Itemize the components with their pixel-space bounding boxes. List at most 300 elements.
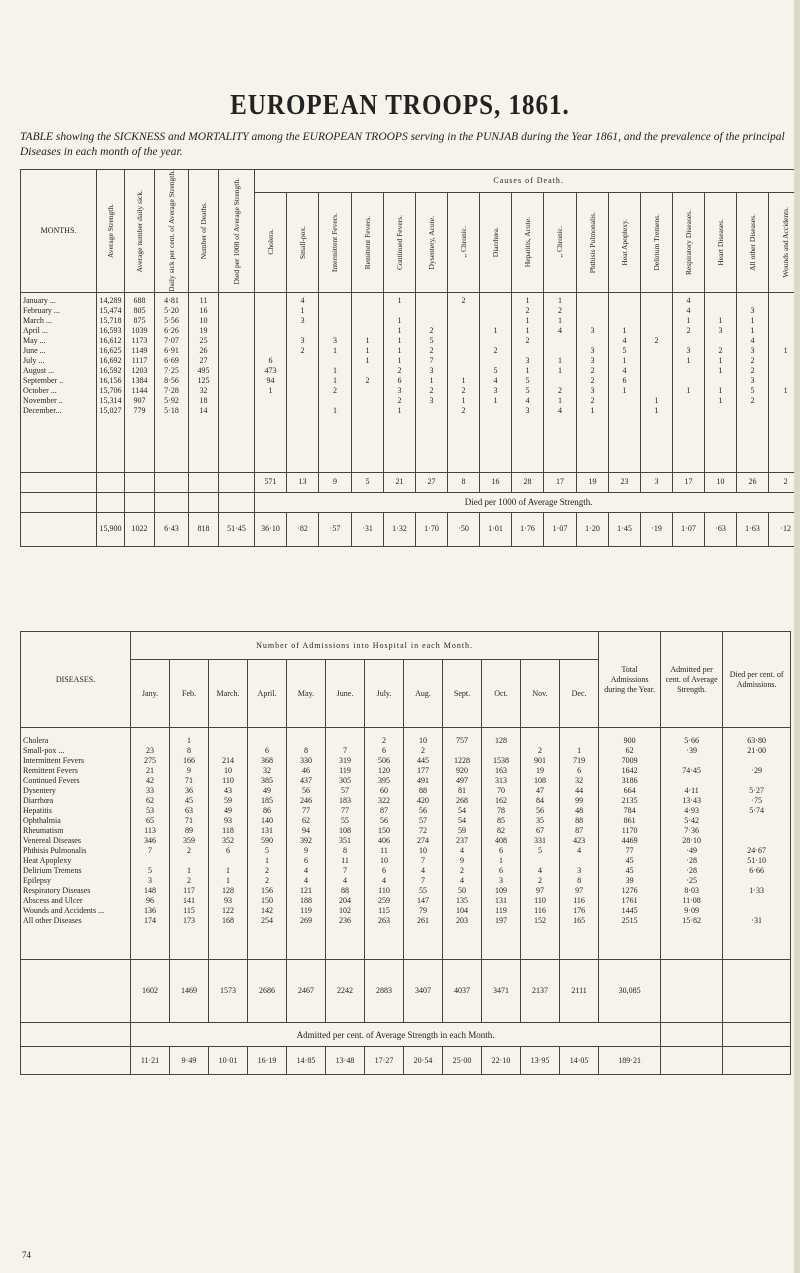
cell-value: 55 <box>341 816 349 825</box>
cell-value <box>577 316 608 326</box>
cell-value: 495 <box>197 365 210 375</box>
cell-value: 11 <box>380 846 388 855</box>
cell-value: 1 <box>461 375 466 385</box>
cell-value <box>219 306 254 316</box>
monthly-total: 1469 <box>170 960 209 1023</box>
cell-value <box>255 336 286 346</box>
cell-value <box>673 396 704 406</box>
cell-value: 108 <box>339 826 351 835</box>
cell-value: 26 <box>199 345 208 355</box>
cell-value <box>482 746 520 756</box>
cell-value <box>352 306 383 316</box>
cell-value <box>448 356 479 366</box>
cell-value <box>673 376 704 386</box>
cell-value: 140 <box>261 816 273 825</box>
cell-value: 11 <box>341 856 349 865</box>
cell-value <box>209 856 247 866</box>
cause-column <box>255 292 287 472</box>
monthly-admitted-percent: 22·10 <box>482 1047 521 1075</box>
month-admissions-column <box>248 728 287 960</box>
cell-value: 784 <box>623 806 636 815</box>
cell-value <box>219 406 254 416</box>
cell-value: 16,593 <box>99 325 122 335</box>
cell-value <box>443 746 481 756</box>
cell-value: 65 <box>146 816 154 825</box>
admitted-percent-header: Admitted per cent. of Average Strength. <box>661 632 723 728</box>
cell-value <box>319 316 351 326</box>
cell-value: 62 <box>302 816 310 825</box>
cell-value: 97 <box>536 886 544 895</box>
cell-value: 163 <box>495 766 507 775</box>
monthly-admitted-percent: 10·01 <box>209 1047 248 1075</box>
cell-value: 1276 <box>621 886 638 895</box>
disease-label: Cholera <box>23 736 49 745</box>
cell-value: 3 <box>686 345 691 355</box>
cell-value: 1 <box>577 746 582 755</box>
cell-value: 319 <box>339 756 351 765</box>
cell-value: 99 <box>575 796 584 805</box>
month-label: December... <box>23 405 62 415</box>
cell-value: 2 <box>429 325 434 335</box>
cell-value: 1 <box>268 385 273 395</box>
causes-of-death-header: Causes of Death. <box>255 170 800 193</box>
cell-value: 62 <box>146 796 154 805</box>
cause-header: Respiratory Diseases. <box>683 209 693 275</box>
cell-value: 2 <box>461 405 466 415</box>
cell-value: 36 <box>185 786 193 795</box>
cell-value: 1 <box>493 395 498 405</box>
disease-label: Intermittent Fevers <box>23 756 85 765</box>
monthly-admitted-percent: 13·95 <box>521 1047 560 1075</box>
cell-value: 1 <box>333 345 337 355</box>
cell-value: 1 <box>622 325 627 335</box>
cell-value: 261 <box>417 916 429 925</box>
cell-value: 4 <box>525 395 530 405</box>
cell-value: 2 <box>590 365 595 375</box>
cell-value: 150 <box>378 826 390 835</box>
cell-value: 16,692 <box>99 355 122 365</box>
cell-value <box>170 856 208 866</box>
cell-value: 346 <box>144 836 156 845</box>
monthly-total: 3407 <box>404 960 443 1023</box>
cause-column <box>673 292 705 472</box>
cell-value: 152 <box>534 916 546 925</box>
cell-value: 1384 <box>131 375 148 385</box>
month-label: May ... <box>23 335 46 345</box>
monthly-total: 4037 <box>443 960 482 1023</box>
cell-value: 7 <box>421 856 425 865</box>
cell-value: 59 <box>224 796 232 805</box>
cell-value: ·28 <box>686 856 697 865</box>
cell-value: 275 <box>144 756 156 765</box>
cell-value: 156 <box>261 886 273 895</box>
cell-value: 3 <box>429 395 434 405</box>
month-admissions-column <box>443 728 482 960</box>
cell-value: 5·20 <box>164 305 179 315</box>
cell-value <box>448 306 479 316</box>
cell-value <box>416 296 447 306</box>
cell-value: 263 <box>378 916 390 925</box>
cell-value: 27 <box>199 355 208 365</box>
cell-value: 274 <box>417 836 429 845</box>
cell-value: 5 <box>750 385 755 395</box>
cell-value <box>705 376 736 386</box>
total-admissions-header: Total Admissions during the Year. <box>599 632 661 728</box>
cell-value: 70 <box>497 786 505 795</box>
summary-value: 51·45 <box>219 512 255 546</box>
cell-value: 4 <box>558 325 562 335</box>
mortality-table <box>20 169 800 547</box>
cell-value <box>480 306 511 316</box>
cell-value: 15·82 <box>682 916 701 925</box>
cell-value: 11 <box>199 295 208 305</box>
cell-value <box>560 856 598 866</box>
cell-value: 2 <box>558 305 562 315</box>
cell-value: 2 <box>493 345 498 355</box>
cell-value: 4 <box>300 295 305 305</box>
cell-value <box>723 836 790 846</box>
cell-value <box>705 296 736 306</box>
cell-value <box>219 366 254 376</box>
cell-value: 1149 <box>131 345 148 355</box>
cell-value: 7·25 <box>164 365 179 375</box>
summary-value: 818 <box>189 512 219 546</box>
cell-value: 5 <box>525 385 530 395</box>
cell-value: 590 <box>261 836 273 845</box>
monthly-total: 2686 <box>248 960 287 1023</box>
cell-value: 84 <box>536 796 544 805</box>
cell-value: 1173 <box>131 335 148 345</box>
header-died-per-1000: Died per 1000 of Average Strength. <box>231 177 241 285</box>
cell-value: 13·43 <box>682 796 701 805</box>
cell-value: 4 <box>750 335 755 345</box>
cell-value: 2 <box>686 325 691 335</box>
cell-value: 6·69 <box>164 355 179 365</box>
cell-value: 4·81 <box>164 295 179 305</box>
cell-value: 166 <box>183 756 195 765</box>
cell-value: 3 <box>499 876 503 885</box>
cause-total: 23 <box>609 472 641 492</box>
cause-column <box>641 292 673 472</box>
cell-value: 3 <box>590 345 595 355</box>
cell-value <box>723 906 790 916</box>
cause-total: 3 <box>641 472 673 492</box>
cell-value: 21·00 <box>747 746 766 755</box>
cell-value: 1170 <box>621 826 638 835</box>
cell-value: 117 <box>183 886 195 895</box>
cell-value <box>248 736 286 746</box>
cell-value <box>416 406 447 416</box>
cause-header: Phthisis Pulmonalis. <box>587 211 597 273</box>
cell-value: 1 <box>397 335 402 345</box>
cell-value: 45 <box>625 856 634 865</box>
cell-value: 3 <box>333 335 337 345</box>
cell-value <box>352 386 383 396</box>
cell-value: 1 <box>525 365 530 375</box>
cell-value: 48 <box>575 806 584 815</box>
cell-value: 10 <box>419 846 427 855</box>
cell-value <box>448 346 479 356</box>
cell-value: 1 <box>397 345 402 355</box>
cell-value: 331 <box>534 836 546 845</box>
cell-value: 19 <box>199 325 208 335</box>
cell-value: 1 <box>622 385 627 395</box>
cell-value: 119 <box>339 766 351 775</box>
cell-value: 59 <box>458 826 466 835</box>
cell-value <box>219 386 254 396</box>
cell-value: 7·28 <box>164 385 179 395</box>
cell-value: 94 <box>302 826 310 835</box>
admissions-header: Number of Admissions into Hospital in each Month. <box>131 632 599 660</box>
cell-value: 1 <box>558 315 562 325</box>
cell-value: 1 <box>558 395 562 405</box>
cell-value: 85 <box>497 816 505 825</box>
cause-header: ,, Chronic. <box>555 226 564 259</box>
cell-value: 322 <box>378 796 390 805</box>
cell-value <box>661 756 722 766</box>
cell-value <box>641 346 672 356</box>
cell-value: 45 <box>185 796 193 805</box>
cell-value: 104 <box>456 906 468 915</box>
cell-value <box>255 406 286 416</box>
cell-value: 1 <box>783 345 788 355</box>
cell-value: 28·10 <box>682 836 701 845</box>
disease-label: Wounds and Accidents ... <box>23 906 105 915</box>
cause-column <box>577 292 609 472</box>
cell-value <box>352 326 383 336</box>
cell-value <box>737 296 768 306</box>
cell-value: 1 <box>558 295 562 305</box>
monthly-admitted-percent: 13·48 <box>326 1047 365 1075</box>
cell-value: 188 <box>300 896 312 905</box>
cell-value: 168 <box>222 916 234 925</box>
cell-value: 719 <box>573 756 586 765</box>
cell-value: 5·66 <box>684 736 699 745</box>
cell-value: 1 <box>654 405 659 415</box>
cell-value: 6 <box>265 746 269 755</box>
cell-value: 2 <box>460 866 464 875</box>
cell-value: 3 <box>590 385 595 395</box>
cell-value: 506 <box>378 756 390 765</box>
cell-value: 437 <box>300 776 312 785</box>
cause-column <box>287 292 319 472</box>
summary-value: 1·01 <box>480 512 512 546</box>
month-header: Sept. <box>443 660 482 728</box>
cell-value: 16,612 <box>99 335 122 345</box>
cause-header: Delirium Tremens. <box>651 213 661 271</box>
cell-value <box>448 336 479 346</box>
cell-value: 74·45 <box>682 766 701 775</box>
cell-value: 2 <box>718 345 723 355</box>
cell-value: 3 <box>718 325 723 335</box>
summary-value: 36·10 <box>255 512 287 546</box>
cell-value: 3 <box>590 325 595 335</box>
cell-value: 6 <box>268 355 273 365</box>
cell-value: 5·18 <box>164 405 179 415</box>
cell-value: 2 <box>461 295 466 305</box>
cell-value: 10 <box>199 315 208 325</box>
cell-value <box>131 736 169 746</box>
cell-value <box>544 346 576 356</box>
month-admissions-column <box>170 728 209 960</box>
cell-value: 102 <box>339 906 351 915</box>
summary-value: ·31 <box>352 512 384 546</box>
cause-total: 9 <box>319 472 352 492</box>
cell-value: 406 <box>378 836 390 845</box>
cell-value <box>577 336 608 346</box>
cell-value: 1 <box>397 325 402 335</box>
cell-value: 89 <box>185 826 193 835</box>
cell-value <box>609 296 640 306</box>
month-admissions-column <box>521 728 560 960</box>
disease-label: Diarrhœa <box>23 796 54 805</box>
admitted-per-month-caption: Admitted per cent. of Average Strength in each Month. <box>131 1023 661 1047</box>
cell-value: ·49 <box>686 846 697 855</box>
cell-value: 119 <box>300 906 312 915</box>
cell-value: 54 <box>458 816 466 825</box>
month-header: June. <box>326 660 365 728</box>
cell-value: 1 <box>783 385 788 395</box>
cell-value: 5 <box>429 335 434 345</box>
cell-value: 131 <box>495 896 507 905</box>
cell-value: 86 <box>263 806 271 815</box>
cell-value: 4 <box>538 866 542 875</box>
cell-value: 1 <box>499 856 503 865</box>
cell-value: 77 <box>341 806 349 815</box>
cell-value: 5·42 <box>684 816 699 825</box>
cause-header: ,, Chronic. <box>458 226 468 259</box>
cell-value: 56 <box>536 806 544 815</box>
cell-value: 120 <box>378 766 390 775</box>
cell-value <box>480 406 511 416</box>
cell-value: 1 <box>333 365 337 375</box>
cell-value <box>326 736 364 746</box>
cause-total: 2 <box>769 472 800 492</box>
cell-value: 10 <box>224 766 232 775</box>
cell-value: 3 <box>397 385 402 395</box>
cell-value: 16,625 <box>99 345 122 355</box>
cell-value: 3186 <box>621 776 638 785</box>
cell-value: 4 <box>622 335 627 345</box>
cause-header: Cholera. <box>265 229 275 256</box>
cell-value <box>723 816 790 826</box>
cell-value: 1 <box>558 355 562 365</box>
cell-value: 7 <box>343 866 347 875</box>
cell-value <box>352 296 383 306</box>
cell-value: 7 <box>429 355 434 365</box>
cell-value: ·39 <box>686 746 697 755</box>
cell-value: 82 <box>497 826 505 835</box>
cell-value: 5·56 <box>164 315 179 325</box>
cell-value: 2 <box>429 385 434 395</box>
cell-value: 3 <box>300 315 305 325</box>
cell-value: 7009 <box>621 756 638 765</box>
monthly-admitted-percent: 16·19 <box>248 1047 287 1075</box>
cell-value: 2 <box>750 395 755 405</box>
cell-value <box>219 346 254 356</box>
cell-value: 8 <box>304 746 308 755</box>
cell-value: 1203 <box>131 365 148 375</box>
cell-value <box>723 756 790 766</box>
summary-value: 1·63 <box>737 512 769 546</box>
cell-value: 2 <box>187 846 191 855</box>
summary-value: 1·32 <box>384 512 416 546</box>
cell-value: 1 <box>365 345 370 355</box>
cell-value: 2 <box>558 385 562 395</box>
cell-value: ·29 <box>751 766 762 775</box>
cell-value <box>416 316 447 326</box>
cell-value <box>705 306 736 316</box>
cell-value: 4 <box>421 866 425 875</box>
cell-value: 2135 <box>621 796 638 805</box>
cell-value: 7 <box>148 846 152 855</box>
cell-value: 2 <box>654 335 659 345</box>
cell-value: 71 <box>185 776 193 785</box>
cause-header: Dysentery, Acute. <box>426 215 436 269</box>
month-label: February ... <box>23 305 60 315</box>
cell-value <box>219 326 254 336</box>
cell-value: 1·33 <box>749 886 764 895</box>
cell-value: 688 <box>133 295 146 305</box>
cell-value: 2 <box>421 746 425 755</box>
disease-label: Respiratory Diseases <box>23 886 91 895</box>
cell-value: 53 <box>146 806 154 815</box>
month-header: April. <box>248 660 287 728</box>
cell-value: 32 <box>263 766 271 775</box>
cell-value: 113 <box>144 826 156 835</box>
cell-value: 176 <box>573 906 586 915</box>
summary-value: 6·43 <box>155 512 189 546</box>
cell-value: 395 <box>378 776 390 785</box>
cell-value: 11·08 <box>682 896 701 905</box>
summary-value: 1022 <box>125 512 155 546</box>
cause-total: 571 <box>255 472 287 492</box>
cell-value <box>319 306 351 316</box>
month-admissions-column <box>404 728 443 960</box>
disease-label: Ophthalmia <box>23 816 61 825</box>
cause-column <box>384 292 416 472</box>
cause-header: Diarrhœa. <box>490 227 500 258</box>
cell-value <box>641 366 672 376</box>
cell-value: 147 <box>417 896 429 905</box>
month-admissions-column <box>326 728 365 960</box>
cause-header: Continued Fevers. <box>394 214 404 270</box>
cell-value: 15,314 <box>99 395 122 405</box>
died-per-1000-caption: Died per 1000 of Average Strength. <box>255 492 800 512</box>
cell-value <box>480 356 511 366</box>
cell-value: 4469 <box>621 836 638 845</box>
cell-value <box>287 356 318 366</box>
cell-value <box>609 396 640 406</box>
cell-value: 2 <box>429 345 434 355</box>
disease-label: Delirium Tremens <box>23 866 82 875</box>
cell-value <box>544 376 576 386</box>
cell-value: 4 <box>493 375 498 385</box>
cause-header: All other Diseases. <box>747 213 757 271</box>
cell-value <box>673 366 704 376</box>
cell-value: 1445 <box>621 906 638 915</box>
cell-value <box>480 316 511 326</box>
cell-value: 118 <box>222 826 234 835</box>
cell-value: 1117 <box>131 355 148 365</box>
cell-value: 9 <box>187 766 191 775</box>
cell-value: 305 <box>339 776 351 785</box>
cell-value: 3 <box>590 355 595 365</box>
cell-value <box>448 366 479 376</box>
cell-value <box>287 396 318 406</box>
cause-total: 27 <box>416 472 448 492</box>
cell-value: 15,474 <box>99 305 122 315</box>
